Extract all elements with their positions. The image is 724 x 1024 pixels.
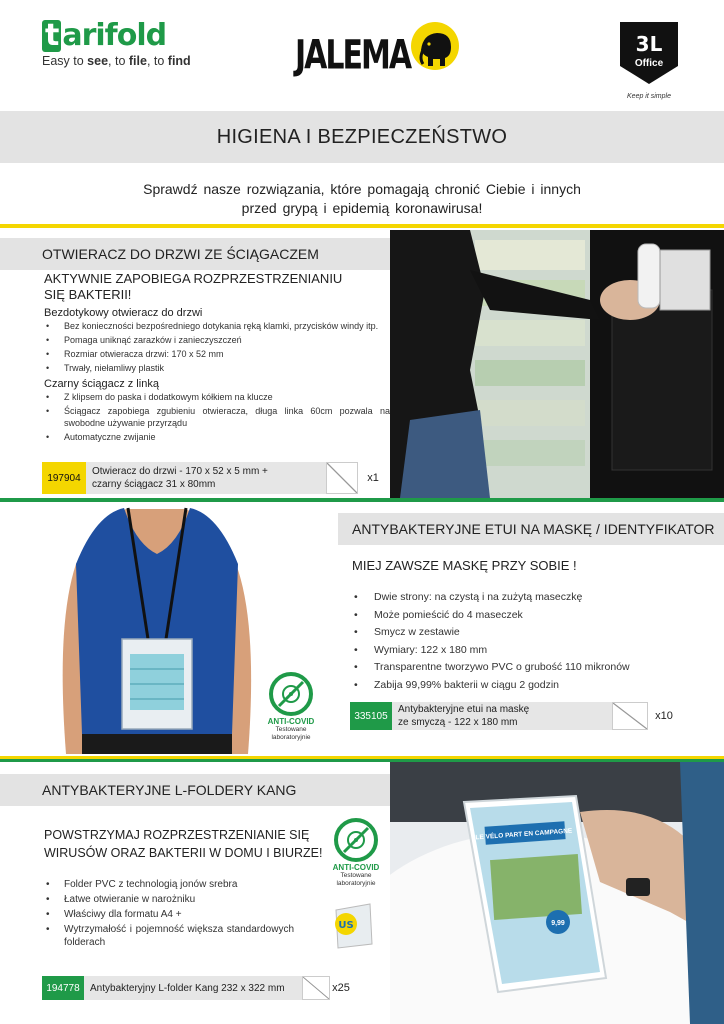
intro-line-1: Sprawdź nasze rozwiązania, które pomagają chronić Ciebie i innych xyxy=(143,181,581,197)
l-folder-photo xyxy=(390,762,724,1024)
jalema-logo xyxy=(295,20,465,80)
virus-crossed-icon xyxy=(269,672,313,716)
product-description: Antybakteryjne etui na maskę ze smyczą - 122 x 180 mm xyxy=(398,704,530,728)
list-item: • Ściągacz zapobiega zgubieniu otwieracza, długa linka 60cm pozwala na swobodne używanie przyrządu xyxy=(44,405,390,429)
product-quantity: x25 xyxy=(330,976,352,1000)
product-code: 197904 xyxy=(42,462,86,494)
svg-text:9,99: 9,99 xyxy=(551,920,565,927)
list-item: • Rozmiar otwieracza drzwi: 170 x 52 mm xyxy=(44,348,390,360)
product-quantity: x10 xyxy=(648,702,680,730)
section3-subheading: POWSTRZYMAJ ROZPRZESTRZENIANIE SIĘ WIRUSÓW ORAZ BAKTERII W DOMU I BIURZE! xyxy=(44,828,323,860)
product-quantity: x1 xyxy=(358,462,388,494)
list-item: • Automatyczne zwijanie xyxy=(44,431,390,443)
section2-heading-text: ANTYBAKTERYJNE ETUI NA MASKĘ / IDENTYFIKATOR xyxy=(352,521,715,537)
section1-text xyxy=(44,271,390,445)
section1-heading-text: OTWIERACZ DO DRZWI ZE ŚCIĄGACZEM xyxy=(42,246,319,262)
section2-product-row xyxy=(350,702,680,730)
intro-text xyxy=(100,180,624,218)
svg-text:US: US xyxy=(338,920,354,931)
us-folder-icon xyxy=(330,900,376,952)
list-item: • Dwie strony: na czystą i na zużytą maseczkę xyxy=(352,590,672,606)
3l-office-logo xyxy=(618,20,680,100)
svg-text:3L: 3L xyxy=(635,32,663,56)
section2-list xyxy=(352,590,672,695)
yellow-divider xyxy=(0,224,724,228)
section2-subheading: MIEJ ZAWSZE MASKĘ PRZY SOBIE ! xyxy=(352,558,577,573)
tarifold-wordmark: t arifold xyxy=(42,20,192,52)
product-description: Otwieracz do drzwi - 170 x 52 x 5 mm + czarny ściągacz 31 x 80mm xyxy=(92,466,268,490)
section3-heading-text: ANTYBAKTERYJNE L-FOLDERY KANG xyxy=(42,782,297,798)
tarifold-slogan: Easy to see, to file, to find xyxy=(42,54,191,68)
list-item: • Z klipsem do paska i dodatkowym kółkiem na klucze xyxy=(44,391,390,403)
list-item: • Zabija 99,99% bakterii w ciągu 2 godzin xyxy=(352,678,672,694)
list-item: • Wymiary: 122 x 180 mm xyxy=(352,643,672,659)
list-item: • Folder PVC z technologią jonów srebra xyxy=(44,878,294,891)
list-item: • Może pomieścić do 4 maseczek xyxy=(352,608,672,624)
product-code: 335105 xyxy=(350,702,392,730)
group2-title: Czarny ściągacz z linką xyxy=(44,378,159,390)
list-item: • Transparentne tworzywo PVC o grubość 110 mikronów xyxy=(352,660,672,676)
product-image-placeholder xyxy=(302,976,330,1000)
product-code: 194778 xyxy=(42,976,84,1000)
mask-case-photo xyxy=(36,504,278,754)
list-item: • Właściwy dla formatu A4 + xyxy=(44,908,294,921)
group2-list xyxy=(44,391,390,443)
svg-text:LE VÉLO PART EN CAMPAGNE: LE VÉLO PART EN CAMPAGNE xyxy=(475,827,573,842)
list-item: • Smycz w zestawie xyxy=(352,625,672,641)
group1-list xyxy=(44,320,390,374)
tarifold-logo xyxy=(42,20,192,78)
section1-product-row xyxy=(42,462,388,494)
product-image-placeholder xyxy=(612,702,648,730)
section1-heading xyxy=(0,238,390,270)
product-image-placeholder xyxy=(326,462,358,494)
section3-product-row xyxy=(42,976,352,1000)
anti-covid-badge: ANTI-COVID Testowane laboratoryjnie xyxy=(266,672,316,742)
section3-list xyxy=(44,878,294,951)
list-item: • Bez konieczności bezpośredniego dotykania ręką klamki, przycisków windy itp. xyxy=(44,320,390,332)
green-divider xyxy=(0,498,724,502)
door-opener-photo xyxy=(390,230,724,498)
product-description: Antybakteryjny L-folder Kang 232 x 322 mm xyxy=(90,982,285,994)
list-item: • Wytrzymałość i pojemność większa standardowych folderach xyxy=(44,923,294,949)
section1-subheading: AKTYWNIE ZAPOBIEGA ROZPRZESTRZENIANIU SIĘ BAKTERII! xyxy=(44,271,343,302)
title-band xyxy=(0,111,724,163)
section3-heading xyxy=(0,774,390,806)
3l-tagline: Keep it simple xyxy=(627,93,671,100)
svg-text:Office: Office xyxy=(634,58,664,69)
intro-line-2: przed grypą i epidemią koronawirusa! xyxy=(241,200,483,216)
3l-shield-icon xyxy=(618,20,680,86)
group1-title: Bezdotykowy otwieracz do drzwi xyxy=(44,307,203,319)
list-item: • Łatwe otwieranie w narożniku xyxy=(44,893,294,906)
page-title: HIGIENA I BEZPIECZEŃSTWO xyxy=(216,125,508,148)
list-item: • Pomaga uniknąć zarazków i zanieczyszczeń xyxy=(44,334,390,346)
list-item: • Trwały, niełamliwy plastik xyxy=(44,362,390,374)
jalema-wordmark: JALEMA xyxy=(295,32,411,80)
virus-crossed-icon xyxy=(334,818,378,862)
section2-heading xyxy=(338,513,724,545)
anti-covid-badge-2: ANTI-COVID Testowane laboratoryjnie xyxy=(330,818,382,888)
elephant-icon xyxy=(409,20,461,72)
